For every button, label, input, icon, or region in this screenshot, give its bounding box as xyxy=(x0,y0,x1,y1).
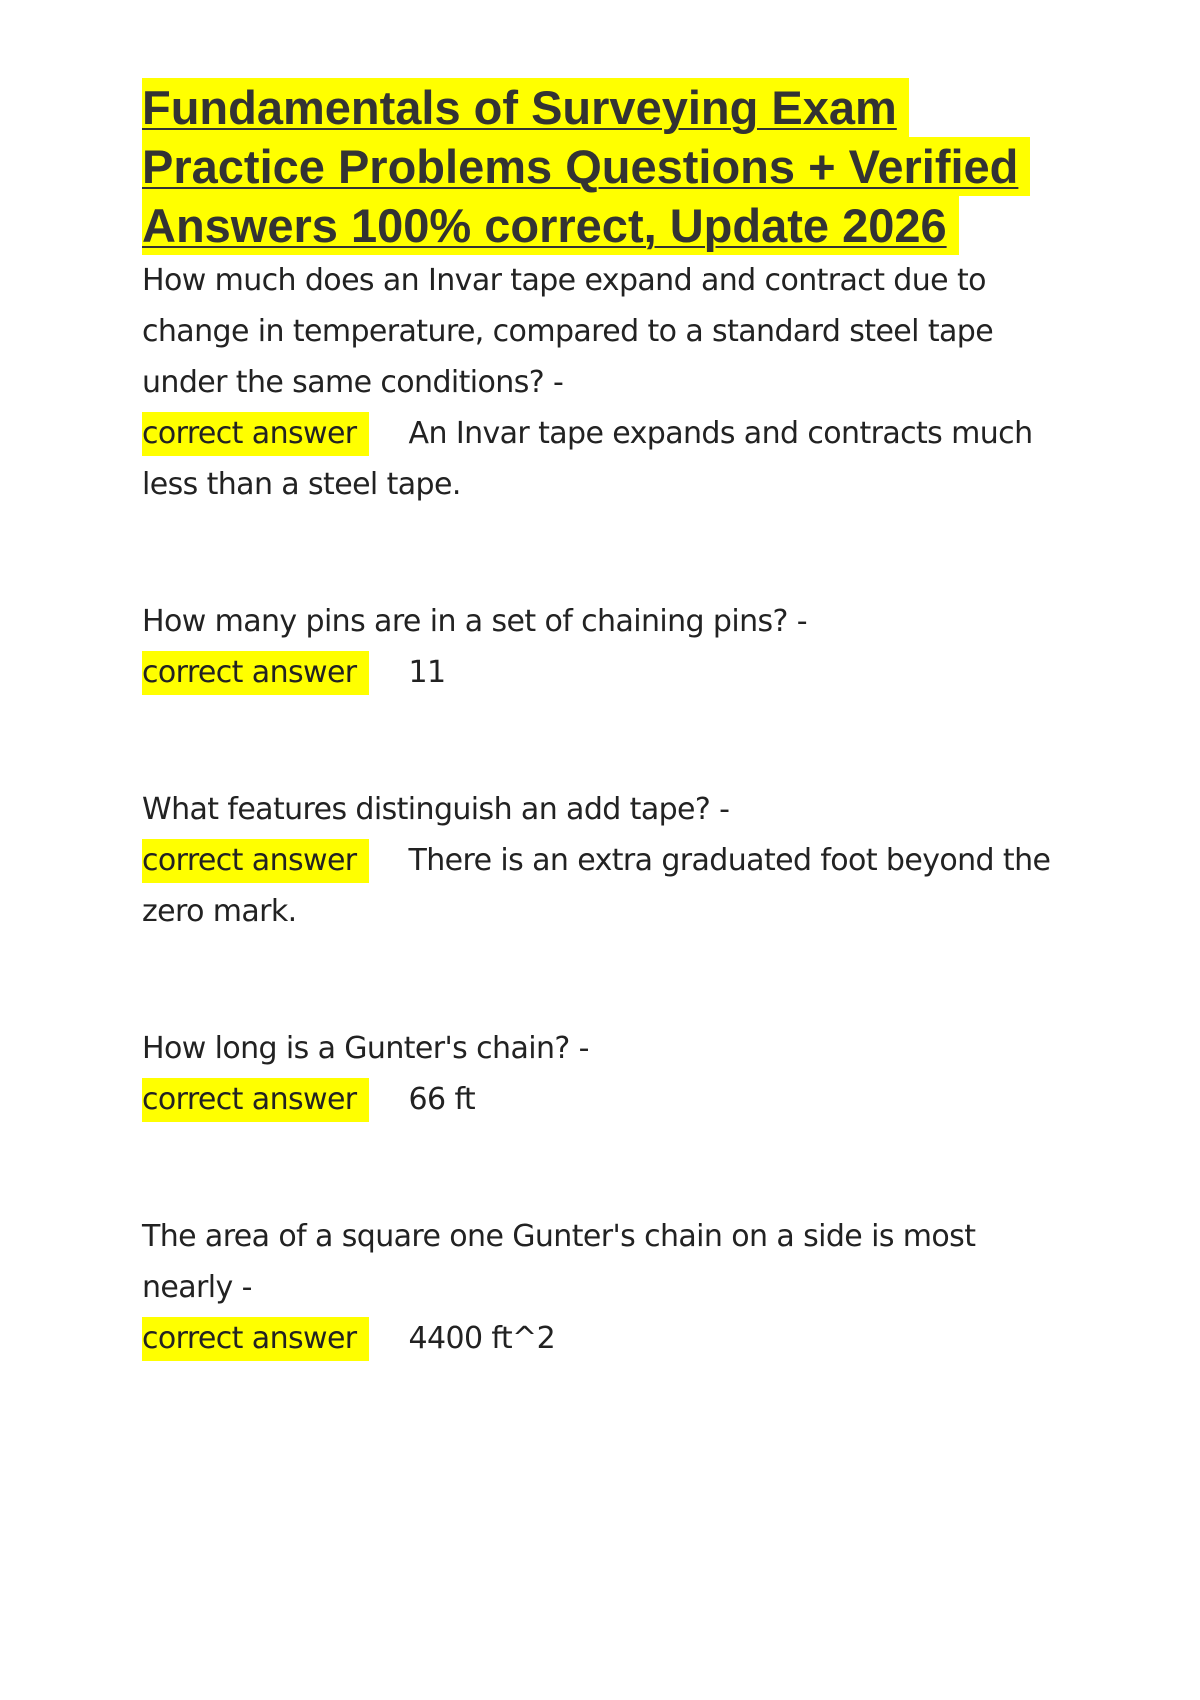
answer-text: 66 ft xyxy=(408,1082,476,1117)
qa-item-3 xyxy=(142,784,1072,937)
answer-text: An Invar tape expands and contracts much less than a steel tape. xyxy=(142,416,1033,502)
question-text: What features distinguish an add tape? - xyxy=(142,792,730,827)
qa-item-5 xyxy=(142,1211,1072,1364)
qa-item-4 xyxy=(142,1023,1072,1125)
title-line-3: Answers 100% correct, Update 2026 xyxy=(142,196,959,255)
document-title xyxy=(142,78,1072,255)
answer-text: 11 xyxy=(408,655,446,690)
correct-answer-label: correct answer xyxy=(142,412,369,456)
document-page xyxy=(142,78,1072,1364)
qa-item-1 xyxy=(142,255,1072,510)
answer-text: 4400 ft^2 xyxy=(408,1321,556,1356)
correct-answer-label: correct answer xyxy=(142,1317,369,1361)
correct-answer-label: correct answer xyxy=(142,651,369,695)
answer-line xyxy=(142,408,1072,510)
correct-answer-label: correct answer xyxy=(142,839,369,883)
question-text: How much does an Invar tape expand and contract due to change in temperature, compared to a standard steel tape under the same conditions? - xyxy=(142,263,994,400)
question-text: How long is a Gunter's chain? - xyxy=(142,1031,589,1066)
answer-line xyxy=(142,647,1072,698)
title-line-2: Practice Problems Questions + Verified xyxy=(142,137,1030,196)
answer-line xyxy=(142,835,1072,937)
answer-text: There is an extra graduated foot beyond the zero mark. xyxy=(142,843,1051,929)
question-text: How many pins are in a set of chaining pins? - xyxy=(142,604,808,639)
correct-answer-label: correct answer xyxy=(142,1078,369,1122)
answer-line xyxy=(142,1074,1072,1125)
answer-line xyxy=(142,1313,1072,1364)
qa-item-2 xyxy=(142,596,1072,698)
question-text: The area of a square one Gunter's chain on a side is most nearly - xyxy=(142,1219,976,1305)
title-line-1: Fundamentals of Surveying Exam xyxy=(142,78,909,137)
